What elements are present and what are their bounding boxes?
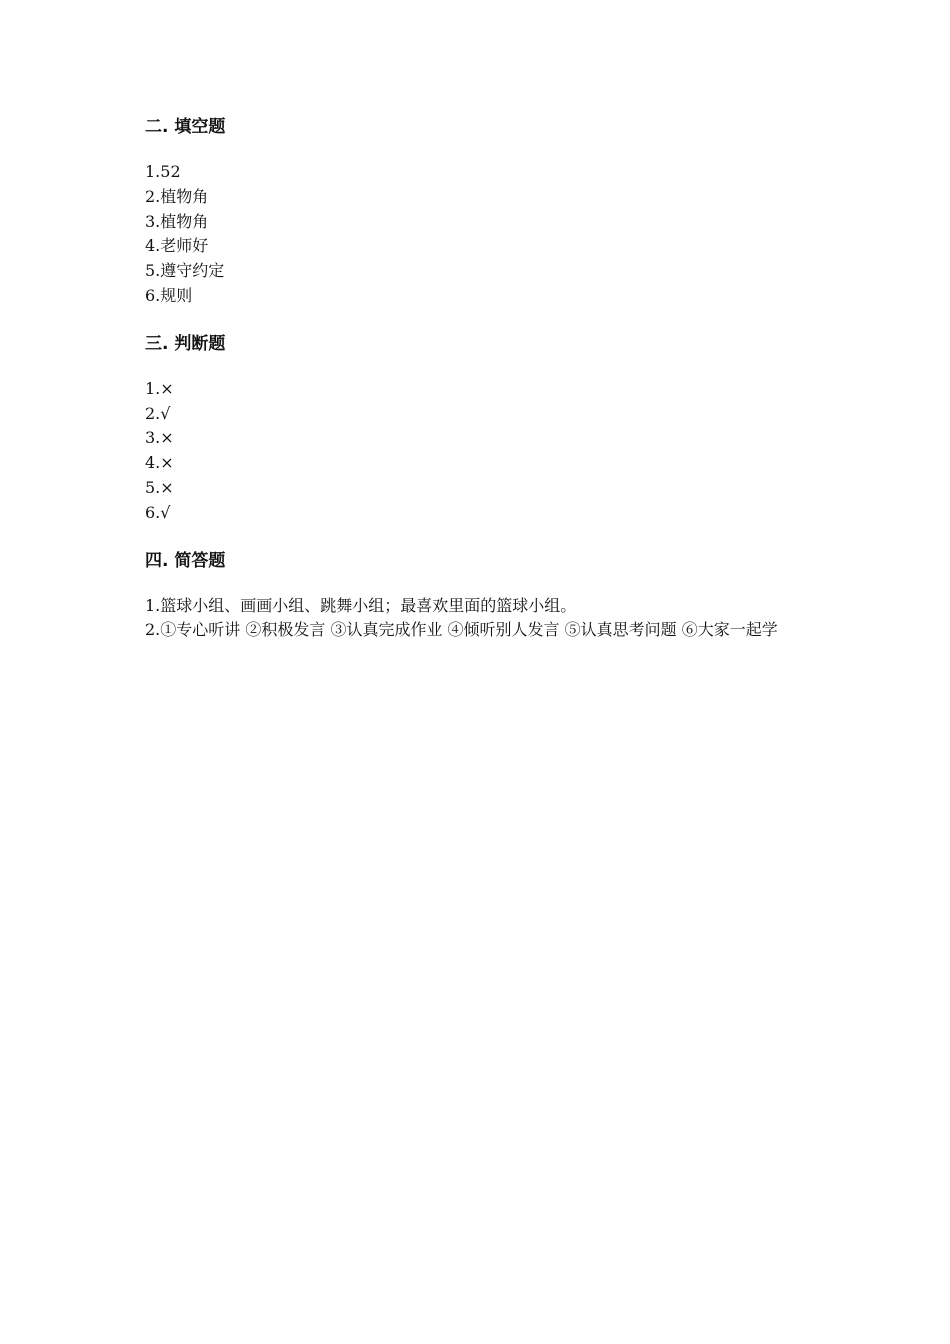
answer-text: √ [160, 403, 171, 423]
answer-number: 2. [145, 186, 161, 206]
answer-list [145, 160, 825, 309]
answer-number: 4. [145, 453, 161, 473]
answer-item [145, 377, 825, 402]
answer-text: 遵守约定 [160, 261, 225, 281]
answer-number: 1. [145, 162, 161, 181]
answer-text: × [160, 378, 174, 398]
answer-number: 2. [145, 620, 161, 640]
answer-item [145, 501, 825, 526]
answer-item [145, 451, 825, 476]
answer-item [145, 426, 825, 451]
answer-number: 4. [145, 236, 161, 256]
answer-item [145, 185, 825, 210]
answer-text: ①专心听讲 ②积极发言 ③认真完成作业 ④倾听别人发言 ⑤认真思考问题 ⑥大家一起学 [160, 620, 778, 640]
answer-text: 老师好 [160, 236, 209, 256]
answer-number: 6. [145, 285, 161, 305]
answer-item [145, 594, 825, 619]
answer-text: × [160, 477, 174, 497]
answer-item [145, 160, 825, 185]
section-short-answer [145, 548, 825, 644]
answer-item [145, 284, 825, 309]
section-fill-in-blank [145, 114, 825, 309]
answer-number: 5. [145, 261, 161, 281]
answer-item [145, 476, 825, 501]
answer-document [145, 114, 825, 665]
answer-item [145, 618, 805, 643]
answer-item [145, 234, 825, 259]
answer-item [145, 259, 825, 284]
section-title: 三. 判断题 [145, 333, 226, 354]
answer-text: 52 [160, 162, 181, 181]
answer-number: 3. [145, 428, 161, 448]
answer-number: 1. [145, 595, 161, 615]
section-title: 四. 简答题 [145, 550, 226, 571]
answer-item [145, 210, 825, 235]
section-true-false [145, 331, 825, 526]
answer-number: 2. [145, 403, 161, 423]
answer-list [145, 377, 825, 526]
answer-list [145, 594, 825, 644]
answer-text: 篮球小组、画画小组、跳舞小组；最喜欢里面的篮球小组。 [160, 595, 577, 615]
answer-text: × [160, 453, 174, 473]
answer-item [145, 402, 825, 427]
answer-number: 6. [145, 502, 161, 522]
answer-number: 3. [145, 211, 161, 231]
answer-number: 1. [145, 378, 161, 398]
answer-text: 规则 [160, 285, 193, 305]
answer-text: 植物角 [160, 211, 209, 231]
answer-text: 植物角 [160, 186, 209, 206]
answer-text: × [160, 428, 174, 448]
answer-number: 5. [145, 477, 161, 497]
section-title: 二. 填空题 [145, 117, 226, 137]
answer-text: √ [160, 502, 171, 522]
